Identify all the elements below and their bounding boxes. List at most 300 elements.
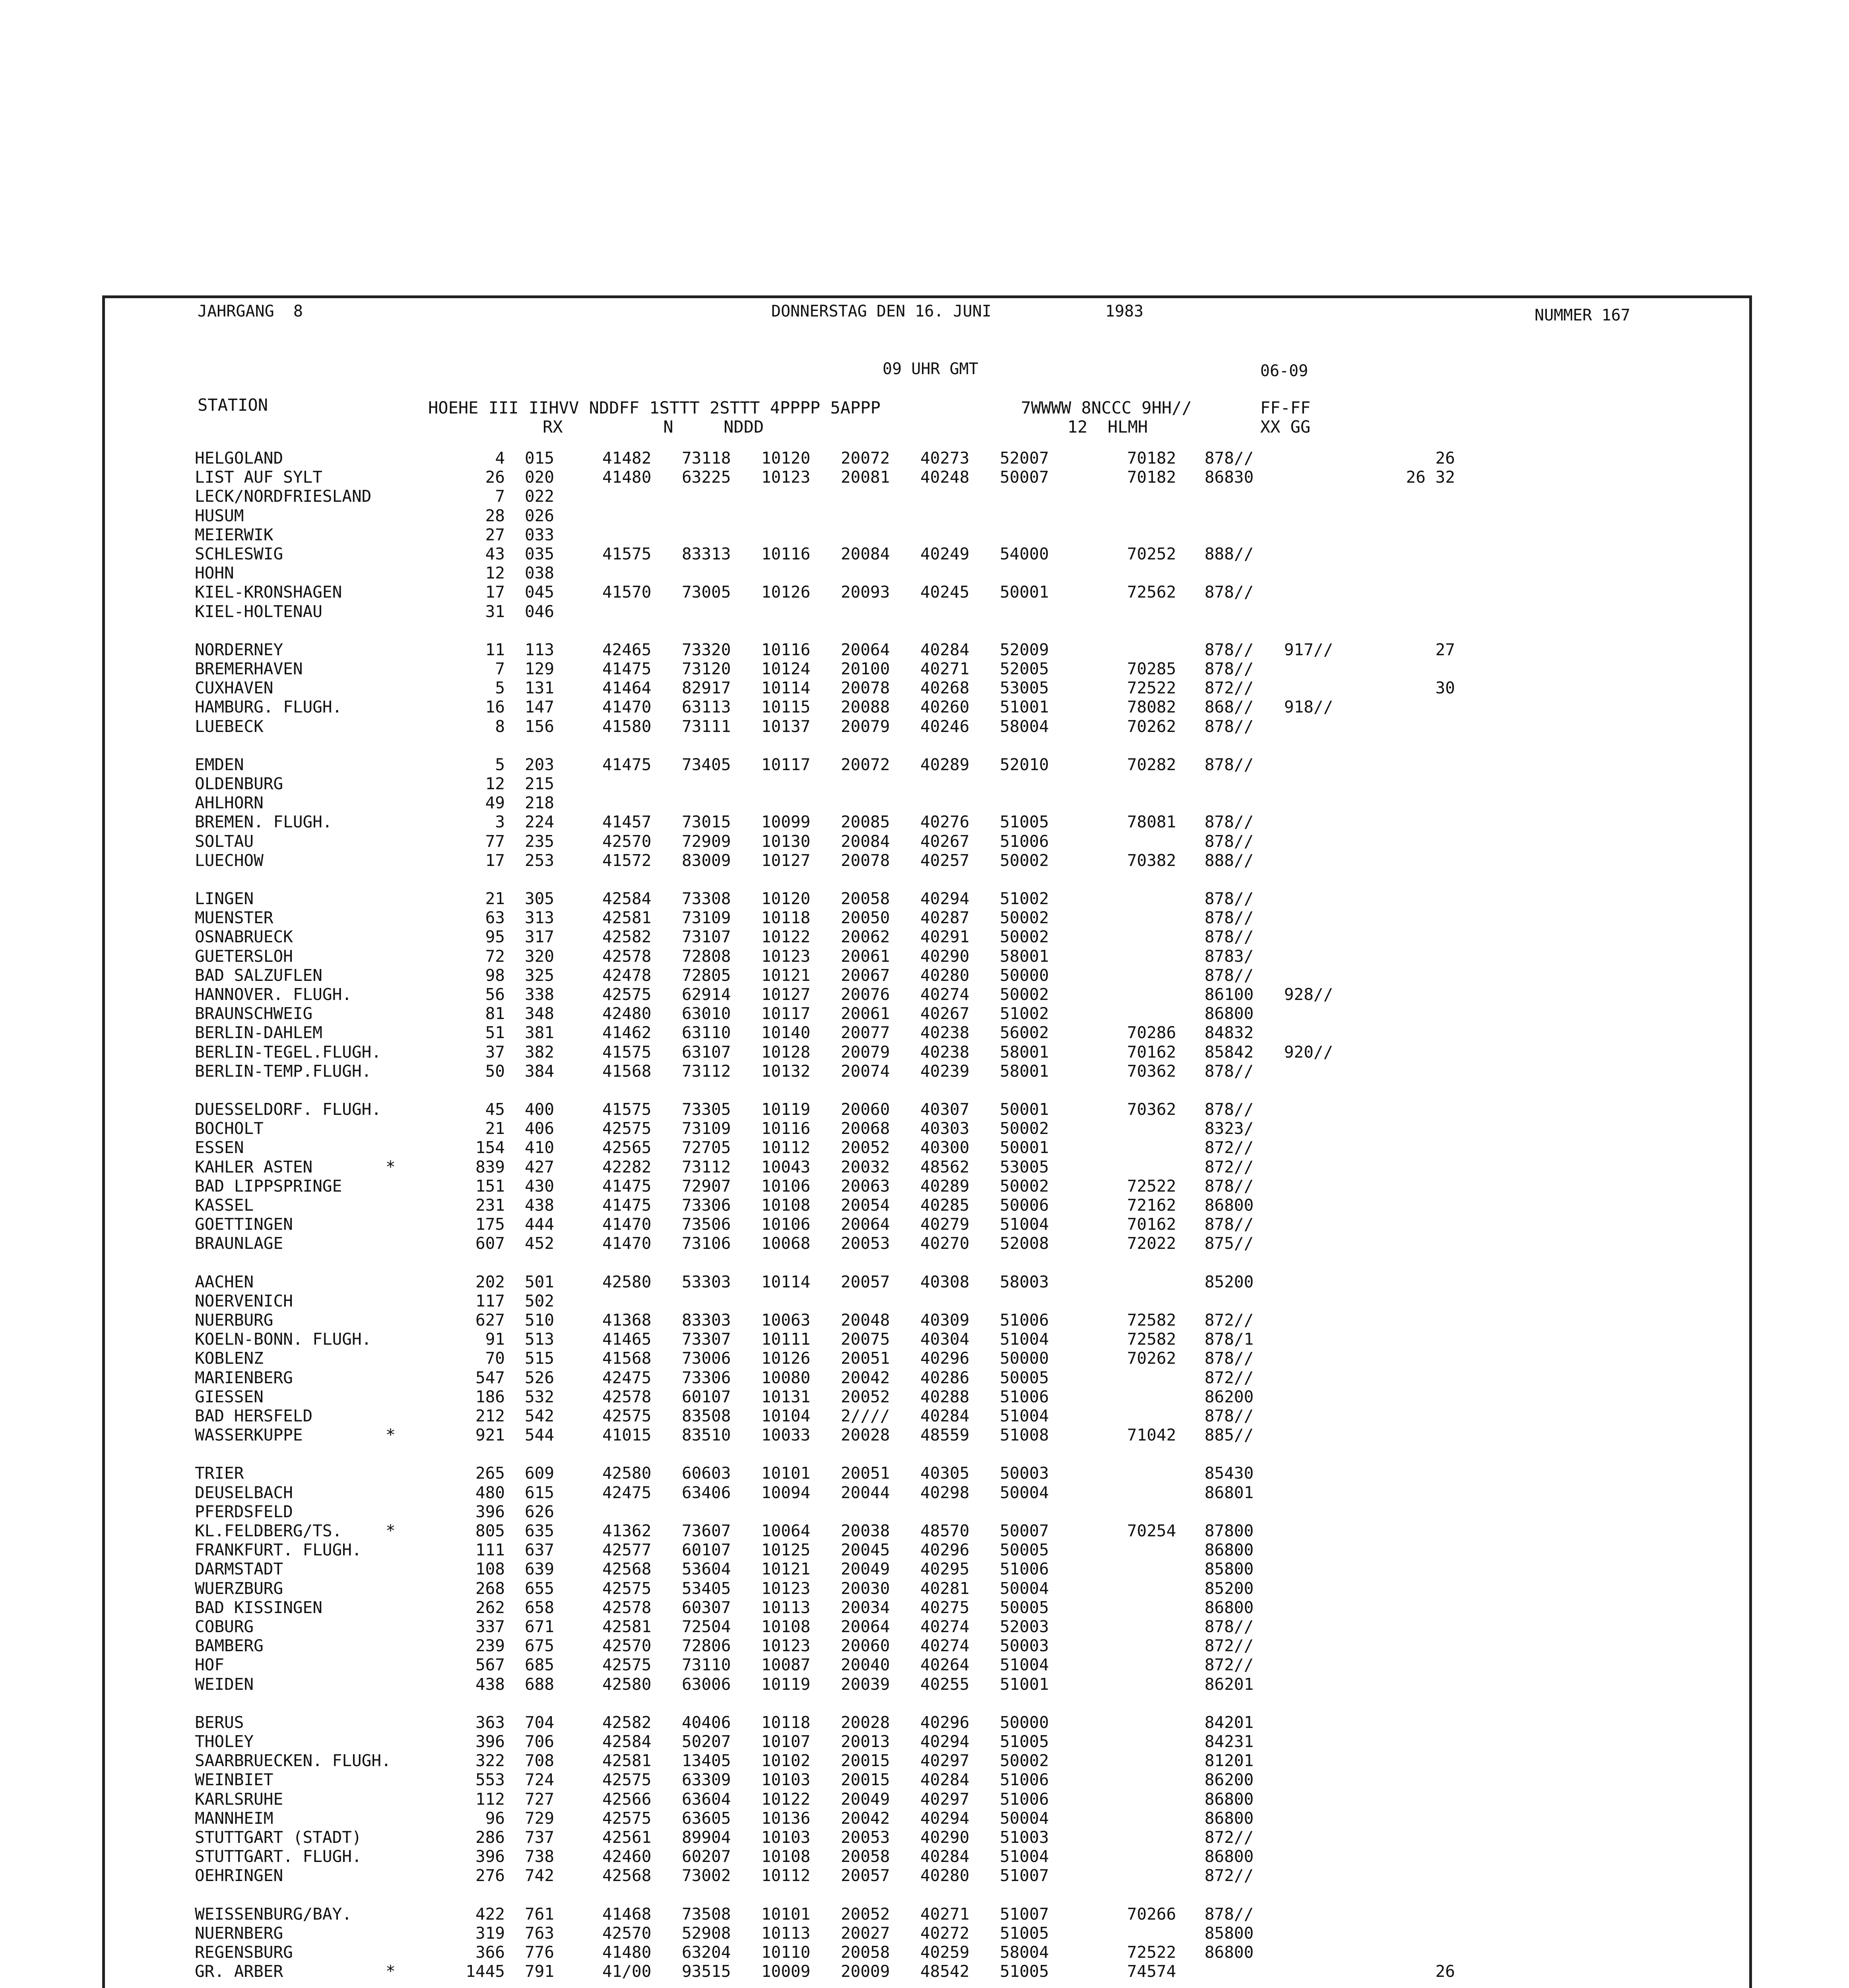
synop-group: 42478 (602, 965, 652, 985)
synop-group: 41580 (602, 716, 652, 736)
station-height: 111 (475, 1540, 505, 1560)
synop-group: 20038 (841, 1521, 890, 1540)
synop-group: 73607 (682, 1521, 731, 1540)
station-index: 532 (525, 1387, 555, 1406)
synop-group: 53005 (1000, 1157, 1049, 1176)
station-height: 396 (475, 1847, 505, 1866)
synop-group: 52010 (1000, 755, 1049, 774)
synop-group: 42570 (602, 831, 652, 851)
station-index: 218 (525, 793, 555, 813)
weather-group: 71042 (1127, 1425, 1176, 1445)
station-height: 422 (475, 1904, 505, 1924)
synop-group: 51002 (1000, 1004, 1049, 1023)
cloud-group: 878// (1205, 1617, 1254, 1636)
gust-group: 26 (1435, 1962, 1455, 1981)
station-height: 553 (475, 1770, 505, 1790)
synop-group: 51004 (1000, 1655, 1049, 1675)
column-right-line2: 12 HLMH (1067, 417, 1148, 437)
synop-group: 41570 (602, 582, 652, 602)
synop-group: 50002 (1000, 1119, 1049, 1138)
synop-group: 51004 (1000, 1215, 1049, 1234)
synop-group: 60107 (682, 1540, 731, 1560)
station-index: 761 (525, 1904, 555, 1924)
column-groups-line2: RX N NDDD (543, 417, 764, 437)
station-name: COBURG (195, 1617, 254, 1636)
synop-group: 10110 (761, 1943, 811, 1962)
station-height: 1445 (466, 1962, 505, 1981)
synop-group: 41568 (602, 1061, 652, 1081)
synop-group: 41480 (602, 1943, 652, 1962)
synop-group: 20013 (841, 1732, 890, 1751)
synop-group: 10116 (761, 544, 811, 563)
synop-group: 20028 (841, 1712, 890, 1732)
station-index: 742 (525, 1866, 555, 1885)
synop-group: 20072 (841, 755, 890, 774)
synop-group: 40246 (920, 716, 970, 736)
station-height: 547 (475, 1368, 505, 1387)
cloud-group: 872// (1205, 1636, 1254, 1656)
synop-group: 10122 (761, 927, 811, 947)
synop-group: 10107 (761, 1732, 811, 1751)
station-name: PFERDSFELD (195, 1502, 293, 1521)
mountain-station-mark: * (386, 1157, 396, 1176)
station-index: 776 (525, 1943, 555, 1962)
station-index: 501 (525, 1272, 555, 1291)
synop-group: 42575 (602, 1406, 652, 1425)
station-height: 154 (475, 1138, 505, 1157)
synop-group: 50005 (1000, 1598, 1049, 1617)
station-index: 626 (525, 1502, 555, 1521)
station-height: 26 (485, 468, 505, 487)
synop-group: 20009 (841, 1962, 890, 1981)
synop-group: 20032 (841, 1157, 890, 1176)
synop-group: 10114 (761, 1272, 811, 1291)
weather-group: 72582 (1127, 1310, 1176, 1330)
synop-group: 62914 (682, 985, 731, 1004)
station-name: HAMBURG. FLUGH. (195, 697, 342, 717)
station-height: 4 (495, 448, 505, 468)
synop-group: 10118 (761, 1712, 811, 1732)
cloud-group: 85430 (1205, 1464, 1254, 1483)
station-name: HANNOVER. FLUGH. (195, 985, 352, 1004)
station-height: 21 (485, 1119, 505, 1138)
station-name: LECK/NORDFRIESLAND (195, 487, 372, 506)
station-height: 268 (475, 1578, 505, 1598)
station-index: 438 (525, 1196, 555, 1215)
column-groups-line1: HOEHE III IIHVV NDDFF 1STTT 2STTT 4PPPP 5APPP (428, 398, 881, 417)
station-index: 113 (525, 640, 555, 659)
synop-group: 10113 (761, 1923, 811, 1943)
station-index: 015 (525, 448, 555, 468)
station-name: NOERVENICH (195, 1291, 293, 1310)
synop-group: 20028 (841, 1425, 890, 1445)
synop-group: 13405 (682, 1751, 731, 1771)
synop-group: 42584 (602, 889, 652, 908)
synop-group: 41568 (602, 1349, 652, 1368)
cloud-group: 86200 (1205, 1387, 1254, 1406)
synop-group: 10121 (761, 1559, 811, 1579)
synop-group: 10121 (761, 965, 811, 985)
synop-group: 10094 (761, 1483, 811, 1502)
station-height: 5 (495, 678, 505, 698)
synop-group: 10111 (761, 1330, 811, 1349)
synop-group: 40309 (920, 1310, 970, 1330)
station-name: SAARBRUECKEN. FLUGH. (195, 1751, 391, 1771)
synop-group: 50002 (1000, 1751, 1049, 1771)
synop-group: 41482 (602, 448, 652, 468)
synop-group: 20078 (841, 678, 890, 698)
weather-group: 72522 (1127, 678, 1176, 698)
station-height: 805 (475, 1521, 505, 1540)
station-name: MANNHEIM (195, 1808, 274, 1828)
station-name: DARMSTADT (195, 1559, 283, 1579)
synop-group: 40296 (920, 1349, 970, 1368)
station-index: 325 (525, 965, 555, 985)
station-name: WEIDEN (195, 1674, 254, 1694)
station-name: AACHEN (195, 1272, 254, 1291)
weather-group: 70286 (1127, 1023, 1176, 1043)
synop-group: 20100 (841, 659, 890, 678)
station-height: 839 (475, 1157, 505, 1176)
synop-group: 41475 (602, 1176, 652, 1196)
synop-group: 10126 (761, 1349, 811, 1368)
synop-group: 40294 (920, 889, 970, 908)
station-height: 151 (475, 1176, 505, 1196)
synop-group: 73405 (682, 755, 731, 774)
station-index: 635 (525, 1521, 555, 1540)
station-height: 63 (485, 908, 505, 928)
synop-group: 41015 (602, 1425, 652, 1445)
station-height: 8 (495, 716, 505, 736)
synop-group: 52007 (1000, 448, 1049, 468)
synop-group: 10124 (761, 659, 811, 678)
station-name: BRAUNLAGE (195, 1234, 283, 1253)
synop-group: 60107 (682, 1387, 731, 1406)
synop-group: 73508 (682, 1904, 731, 1924)
synop-group: 10117 (761, 755, 811, 774)
station-height: 3 (495, 812, 505, 832)
synop-group: 41475 (602, 659, 652, 678)
synop-group: 58001 (1000, 1042, 1049, 1062)
synop-group: 10114 (761, 678, 811, 698)
synop-group: 40260 (920, 697, 970, 717)
station-index: 305 (525, 889, 555, 908)
synop-group: 20077 (841, 1023, 890, 1043)
station-name: DUESSELDORF. FLUGH. (195, 1100, 381, 1119)
synop-group: 63604 (682, 1789, 731, 1809)
synop-group: 42580 (602, 1464, 652, 1483)
synop-group: 83303 (682, 1310, 731, 1330)
synop-group: 20027 (841, 1923, 890, 1943)
station-height: 12 (485, 774, 505, 793)
synop-group: 20053 (841, 1828, 890, 1847)
station-name: BAMBERG (195, 1636, 264, 1656)
synop-group: 20040 (841, 1655, 890, 1675)
synop-group: 54000 (1000, 544, 1049, 563)
weather-group: 78082 (1127, 697, 1176, 717)
station-name: BREMERHAVEN (195, 659, 303, 678)
station-name: BOCHOLT (195, 1119, 264, 1138)
synop-group: 48559 (920, 1425, 970, 1445)
synop-group: 73015 (682, 812, 731, 832)
cloud-group: 878// (1205, 889, 1254, 908)
weather-group: 74574 (1127, 1962, 1176, 1981)
synop-group: 20051 (841, 1349, 890, 1368)
synop-group: 40284 (920, 1847, 970, 1866)
station-height: 112 (475, 1789, 505, 1809)
synop-group: 20084 (841, 831, 890, 851)
station-index: 410 (525, 1138, 555, 1157)
cloud-group: 86830 (1205, 468, 1254, 487)
station-index: 655 (525, 1578, 555, 1598)
station-height: 366 (475, 1943, 505, 1962)
station-name: LINGEN (195, 889, 254, 908)
station-name: NORDERNEY (195, 640, 283, 659)
synop-group: 63107 (682, 1042, 731, 1062)
synop-group: 40303 (920, 1119, 970, 1138)
cloud-group: 86100 (1205, 985, 1254, 1004)
synop-group: 40271 (920, 659, 970, 678)
station-height: 322 (475, 1751, 505, 1771)
synop-group: 40297 (920, 1751, 970, 1771)
synop-group: 50000 (1000, 965, 1049, 985)
synop-group: 50002 (1000, 985, 1049, 1004)
station-name: WEINBIET (195, 1770, 274, 1790)
synop-group: 83510 (682, 1425, 731, 1445)
station-index: 706 (525, 1732, 555, 1751)
station-index: 724 (525, 1770, 555, 1790)
synop-group: 51006 (1000, 1770, 1049, 1790)
synop-group: 10064 (761, 1521, 811, 1540)
station-name: STUTTGART. FLUGH. (195, 1847, 362, 1866)
station-height: 262 (475, 1598, 505, 1617)
station-index: 382 (525, 1042, 555, 1062)
synop-group: 40295 (920, 1559, 970, 1579)
station-index: 544 (525, 1425, 555, 1445)
synop-group: 10112 (761, 1866, 811, 1885)
mountain-station-mark: * (386, 1521, 396, 1540)
station-height: 175 (475, 1215, 505, 1234)
station-index: 637 (525, 1540, 555, 1560)
synop-group: 10068 (761, 1234, 811, 1253)
cloud-group: 878// (1205, 582, 1254, 602)
synop-group: 10112 (761, 1138, 811, 1157)
cloud-group: 872// (1205, 1866, 1254, 1885)
synop-group: 60603 (682, 1464, 731, 1483)
station-index: 658 (525, 1598, 555, 1617)
station-height: 17 (485, 582, 505, 602)
synop-group: 20052 (841, 1387, 890, 1406)
synop-group: 10108 (761, 1196, 811, 1215)
cloud-group: 86800 (1205, 1943, 1254, 1962)
station-index: 502 (525, 1291, 555, 1310)
synop-group: 42575 (602, 1808, 652, 1828)
cloud-group: 878// (1205, 1349, 1254, 1368)
synop-group: 42581 (602, 908, 652, 928)
station-height: 27 (485, 525, 505, 544)
cloud-group: 878// (1205, 1215, 1254, 1234)
station-height: 212 (475, 1406, 505, 1425)
cloud-group: 878// (1205, 448, 1254, 468)
synop-group: 50001 (1000, 582, 1049, 602)
station-name: BERLIN-DAHLEM (195, 1023, 322, 1043)
synop-group: 51004 (1000, 1406, 1049, 1425)
synop-group: 42582 (602, 927, 652, 947)
synop-group: 40238 (920, 1023, 970, 1043)
synop-group: 20039 (841, 1674, 890, 1694)
synop-group: 40275 (920, 1598, 970, 1617)
synop-group: 63110 (682, 1023, 731, 1043)
synop-group: 53005 (1000, 678, 1049, 698)
station-height: 96 (485, 1808, 505, 1828)
cloud-group: 86800 (1205, 1598, 1254, 1617)
synop-group: 58001 (1000, 946, 1049, 966)
synop-group: 89904 (682, 1828, 731, 1847)
cloud-group: 85800 (1205, 1559, 1254, 1579)
synop-group: 20044 (841, 1483, 890, 1502)
cloud-group: 878// (1205, 640, 1254, 659)
cloud-group: 85800 (1205, 1923, 1254, 1943)
synop-group: 42570 (602, 1923, 652, 1943)
station-height: 396 (475, 1732, 505, 1751)
station-height: 607 (475, 1234, 505, 1253)
synop-group: 10136 (761, 1808, 811, 1828)
synop-group: 40300 (920, 1138, 970, 1157)
synop-group: 10108 (761, 1617, 811, 1636)
station-height: 239 (475, 1636, 505, 1656)
station-index: 526 (525, 1368, 555, 1387)
synop-group: 10080 (761, 1368, 811, 1387)
synop-group: 60207 (682, 1847, 731, 1866)
mountain-station-mark: * (386, 1425, 396, 1445)
synop-group: 42577 (602, 1540, 652, 1560)
station-height: 43 (485, 544, 505, 563)
synop-group: 73107 (682, 927, 731, 947)
station-index: 708 (525, 1751, 555, 1771)
synop-group: 40290 (920, 946, 970, 966)
cloud-group: 86801 (1205, 1483, 1254, 1502)
synop-group: 20030 (841, 1578, 890, 1598)
synop-group: 41575 (602, 1100, 652, 1119)
station-index: 131 (525, 678, 555, 698)
synop-group: 51002 (1000, 889, 1049, 908)
synop-group: 20042 (841, 1808, 890, 1828)
synop-group: 10127 (761, 985, 811, 1004)
synop-group: 42566 (602, 1789, 652, 1809)
synop-group: 10113 (761, 1598, 811, 1617)
synop-group: 10116 (761, 1119, 811, 1138)
year-label: 1983 (1105, 302, 1144, 320)
station-index: 046 (525, 602, 555, 621)
weather-group: 70162 (1127, 1042, 1176, 1062)
station-height: 81 (485, 1004, 505, 1023)
cloud-group: 878// (1205, 755, 1254, 774)
station-name: GIESSEN (195, 1387, 264, 1406)
cloud-height-group: 928// (1284, 985, 1333, 1004)
synop-group: 42568 (602, 1559, 652, 1579)
station-name: GOETTINGEN (195, 1215, 293, 1234)
synop-group: 73306 (682, 1368, 731, 1387)
synop-group: 20050 (841, 908, 890, 928)
station-height: 7 (495, 487, 505, 506)
cloud-group: 878/1 (1205, 1330, 1254, 1349)
station-index: 203 (525, 755, 555, 774)
synop-group: 42580 (602, 1674, 652, 1694)
station-index: 727 (525, 1789, 555, 1809)
synop-group: 48570 (920, 1521, 970, 1540)
synop-group: 20057 (841, 1272, 890, 1291)
synop-group: 40297 (920, 1789, 970, 1809)
synop-group: 10108 (761, 1847, 811, 1866)
synop-group: 10127 (761, 850, 811, 870)
station-height: 567 (475, 1655, 505, 1675)
synop-group: 73109 (682, 1119, 731, 1138)
station-name: NUERNBERG (195, 1923, 283, 1943)
synop-group: 63309 (682, 1770, 731, 1790)
synop-group: 42575 (602, 1770, 652, 1790)
synop-group: 58001 (1000, 1061, 1049, 1081)
synop-group: 63006 (682, 1674, 731, 1694)
cloud-group: 888// (1205, 544, 1254, 563)
synop-group: 10101 (761, 1904, 811, 1924)
synop-group: 73109 (682, 908, 731, 928)
station-index: 022 (525, 487, 555, 506)
synop-group: 20062 (841, 927, 890, 947)
station-name: LIST AUF SYLT (195, 468, 322, 487)
synop-group: 73002 (682, 1866, 731, 1885)
cloud-group: 872// (1205, 1655, 1254, 1675)
synop-group: 40249 (920, 544, 970, 563)
station-index: 381 (525, 1023, 555, 1043)
synop-group: 42581 (602, 1617, 652, 1636)
cloud-group: 878// (1205, 812, 1254, 832)
synop-group: 50001 (1000, 1138, 1049, 1157)
synop-group: 10123 (761, 468, 811, 487)
station-height: 480 (475, 1483, 505, 1502)
cloud-group: 878// (1205, 1061, 1254, 1081)
station-height: 231 (475, 1196, 505, 1215)
synop-group: 42575 (602, 985, 652, 1004)
station-name: HUSUM (195, 506, 244, 525)
synop-group: 20075 (841, 1330, 890, 1349)
station-name: MEIERWIK (195, 525, 274, 544)
synop-group: 50002 (1000, 850, 1049, 870)
synop-group: 52009 (1000, 640, 1049, 659)
synop-group: 53303 (682, 1272, 731, 1291)
synop-group: 20063 (841, 1176, 890, 1196)
synop-group: 51007 (1000, 1904, 1049, 1924)
synop-group: 52005 (1000, 659, 1049, 678)
synop-group: 40274 (920, 985, 970, 1004)
cloud-group: 872// (1205, 678, 1254, 698)
station-height: 396 (475, 1502, 505, 1521)
synop-group: 40304 (920, 1330, 970, 1349)
station-height: 186 (475, 1387, 505, 1406)
station-index: 320 (525, 946, 555, 966)
station-name: BERUS (195, 1712, 244, 1732)
synop-group: 60307 (682, 1598, 731, 1617)
synop-group: 72909 (682, 831, 731, 851)
station-index: 400 (525, 1100, 555, 1119)
weather-group: 70282 (1127, 755, 1176, 774)
weather-group: 70266 (1127, 1904, 1176, 1924)
synop-group: 50207 (682, 1732, 731, 1751)
synop-group: 10123 (761, 946, 811, 966)
synop-group: 10009 (761, 1962, 811, 1981)
synop-group: 50002 (1000, 908, 1049, 928)
synop-group: 40274 (920, 1617, 970, 1636)
synop-group: 41475 (602, 1196, 652, 1215)
